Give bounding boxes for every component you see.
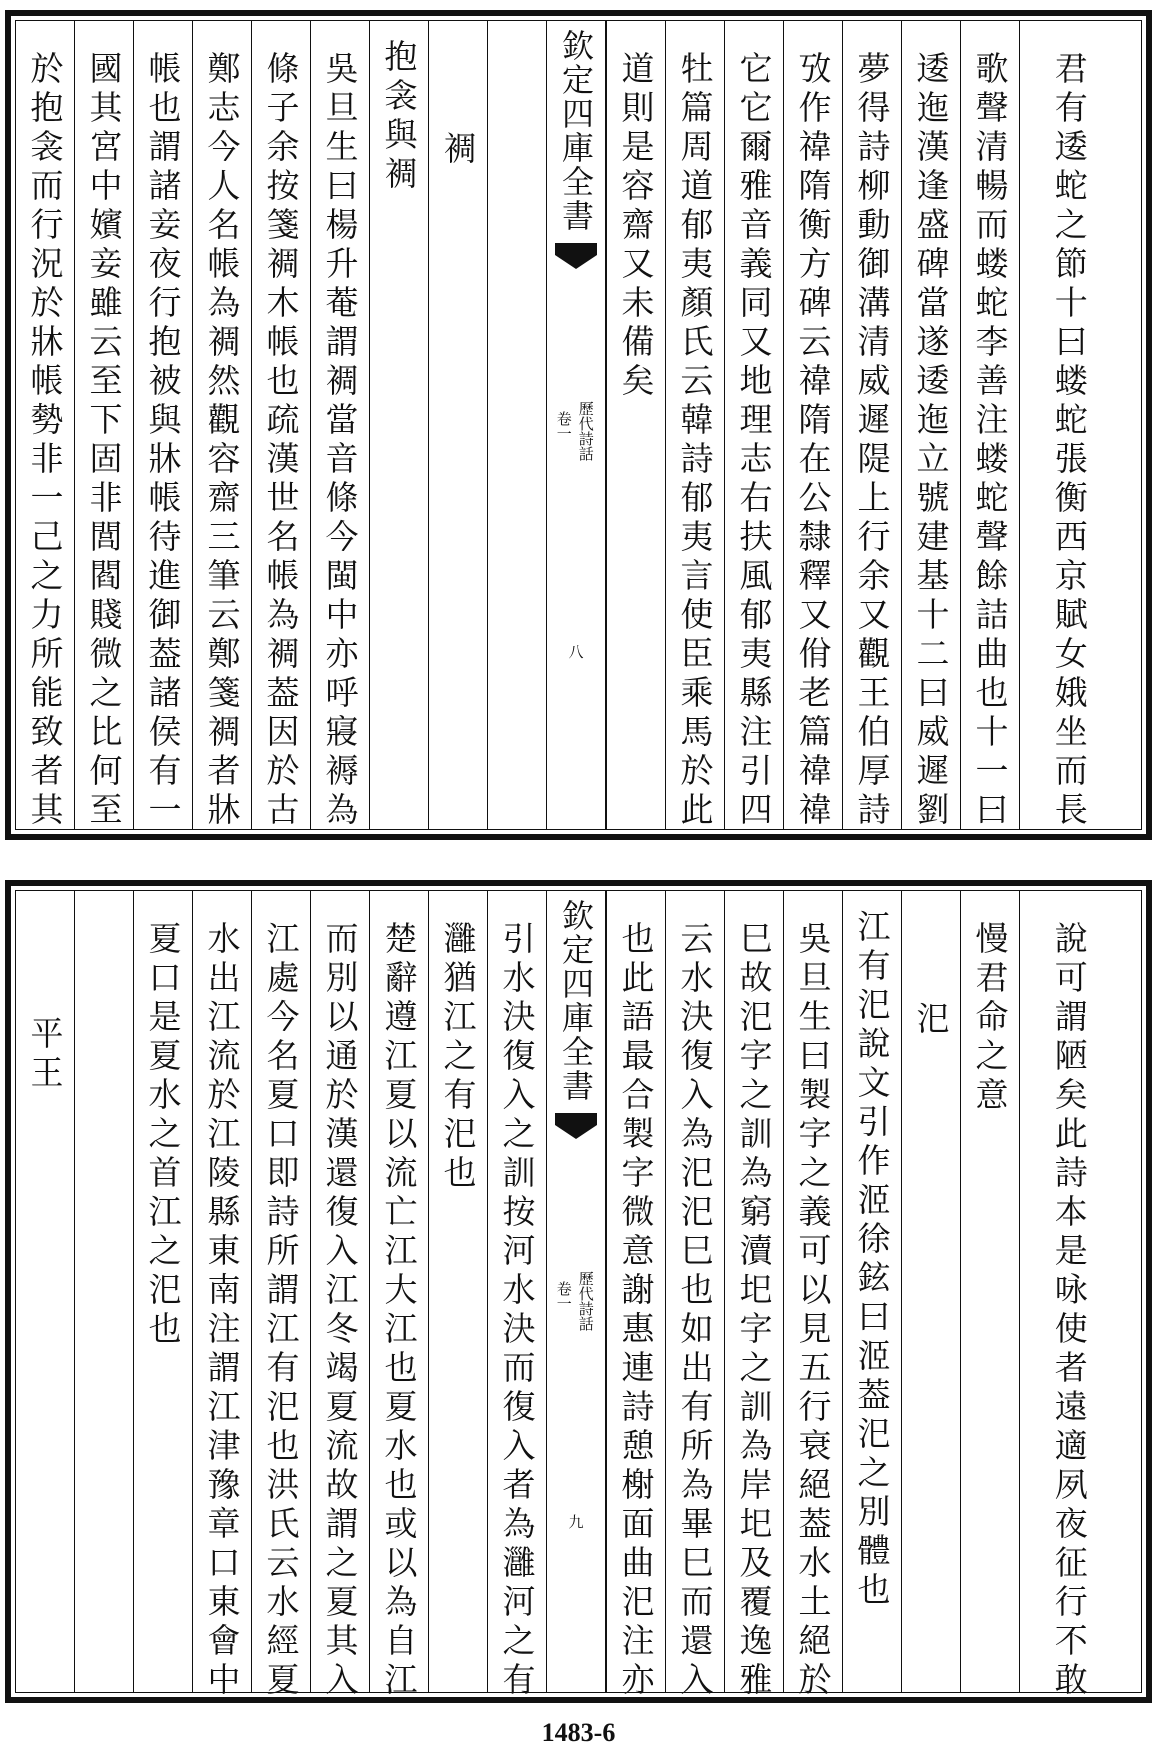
column-text: 夏口是夏水之首江之汜也 — [143, 921, 183, 1350]
fishtail-mark-icon — [555, 243, 597, 273]
text-column — [428, 21, 487, 829]
page-footer-number: 1483-6 — [541, 1718, 616, 1747]
text-column — [1019, 21, 1143, 829]
column-text: 灉猶江之有汜也 — [438, 921, 478, 1194]
column-text: 而別以通於漢還復入江冬竭夏流故謂之夏其入 — [320, 921, 360, 1701]
text-column — [369, 891, 428, 1701]
column-heading: 平王 — [25, 1016, 65, 1094]
upper-page-inner-border — [15, 20, 1142, 830]
column-text: 引水決復入之訓按河水決而復入者為灉河之有 — [497, 921, 537, 1701]
text-column — [606, 891, 665, 1701]
column-text: 條子余按箋裯木帳也疏漢世名帳為裯葢因於古 — [261, 51, 301, 831]
upper-page-frame — [5, 10, 1152, 840]
column-text: 巳故汜字之訓為窮瀆圯字之訓為岸圯及覆逸雅 — [734, 921, 774, 1701]
page-number: 九 — [568, 1513, 584, 1531]
center-fold-column — [546, 21, 606, 829]
text-column — [428, 891, 487, 1692]
text-column — [192, 21, 251, 829]
text-column — [665, 21, 724, 829]
column-heading: 汜 — [911, 1001, 951, 1040]
column-text: 君有逶蛇之節十曰蝼蛇張衡西京賦女娥坐而長 — [1049, 51, 1089, 831]
text-column — [1019, 891, 1143, 1701]
text-column — [251, 21, 310, 829]
text-column — [901, 891, 960, 1692]
text-column — [842, 21, 901, 829]
column-text: 也此語最合製字微意謝惠連詩憩榭面曲汜注亦 — [616, 921, 656, 1701]
lower-page-frame — [5, 880, 1152, 1703]
text-column — [16, 21, 74, 829]
text-column — [724, 891, 783, 1701]
text-column — [960, 21, 1019, 829]
text-column — [310, 891, 369, 1701]
text-column — [665, 891, 724, 1701]
volume-label: 卷一 — [554, 1281, 573, 1311]
volume-label: 卷一 — [554, 411, 573, 441]
column-text: 鄭志今人名帳為裯然觀容齋三筆云鄭箋裯者牀 — [202, 51, 242, 831]
column-text: 夢得詩柳動御溝清威遲隄上行余又觀王伯厚詩 — [852, 51, 892, 831]
column-text: 吳旦生曰楊升菴謂裯當音條今閩中亦呼寢褥為 — [320, 51, 360, 831]
text-column — [74, 891, 133, 1692]
collection-title: 欽定四庫全書 — [557, 899, 595, 1103]
text-column — [133, 891, 192, 1692]
text-column — [16, 891, 74, 1692]
text-column — [74, 21, 133, 829]
column-text: 逶迤漢逢盛碑當遂逶迤立號建基十二曰威遲劉 — [911, 51, 951, 831]
text-column — [960, 891, 1019, 1692]
center-fold-column — [546, 891, 606, 1692]
text-column — [192, 891, 251, 1701]
column-text: 水出江流於江陵縣東南注謂江津豫章口東會中 — [202, 921, 242, 1701]
text-column — [133, 21, 192, 829]
column-text: 帳也謂諸妾夜行抱被與牀帳待進御葢諸侯有一 — [143, 51, 183, 831]
column-text: 云水決復入為汜汜巳也如出有所為畢巳而還入 — [675, 921, 715, 1701]
text-column — [369, 21, 428, 829]
column-text: 於抱衾而行況於牀帳勢非一己之力所能致者其 — [25, 51, 65, 831]
column-text: 楚辭遵江夏以流亡江大江也夏水也或以為自江 — [379, 921, 419, 1701]
text-column — [724, 21, 783, 829]
text-column — [487, 21, 546, 829]
column-text: 吳旦生曰製字之義可以見五行衰絕葢水土絕於 — [793, 921, 833, 1701]
text-column — [901, 21, 960, 829]
column-text: 它它爾雅音義同又地理志右扶風郁夷縣注引四 — [734, 51, 774, 831]
column-text: 牡篇周道郁夷顏氏云韓詩郁夷言使臣乘馬於此 — [675, 51, 715, 831]
column-text: 江處今名夏口即詩所謂江有汜也洪氏云水經夏 — [261, 921, 301, 1701]
text-column — [606, 21, 665, 829]
column-text: 道則是容齋又未備矣 — [616, 51, 656, 402]
column-text: 歌聲清暢而蝼蛇李善注蝼蛇聲餘詰曲也十一曰 — [970, 51, 1010, 831]
text-column — [310, 21, 369, 829]
collection-title: 欽定四庫全書 — [557, 29, 595, 233]
page-number: 八 — [568, 643, 584, 661]
column-text: 國其宮中嬪妾雖云至下固非閭閻賤微之比何至 — [84, 51, 124, 831]
column-heading: 裯 — [438, 131, 478, 170]
column-text: 抱衾與裯 — [379, 39, 419, 195]
text-column — [251, 891, 310, 1701]
fishtail-mark-icon — [555, 1113, 597, 1143]
text-column — [487, 891, 546, 1701]
lower-page-inner-border — [15, 890, 1142, 1701]
book-title: 歷代詩話 — [576, 401, 595, 461]
text-column — [783, 891, 842, 1701]
column-text: 慢君命之意 — [970, 921, 1010, 1116]
column-text: 江有汜說文引作洍徐鉉曰洍葢汜之別體也 — [852, 909, 892, 1611]
text-column — [842, 891, 901, 1692]
book-title: 歷代詩話 — [576, 1271, 595, 1331]
column-text: 說可謂陋矣此詩本是咏使者遠適夙夜征行不敢 — [1049, 921, 1089, 1701]
column-text: 攷作禕隋衡方碑云禕隋在公隸釋又佾老篇禕禕 — [793, 51, 833, 831]
text-column — [783, 21, 842, 829]
